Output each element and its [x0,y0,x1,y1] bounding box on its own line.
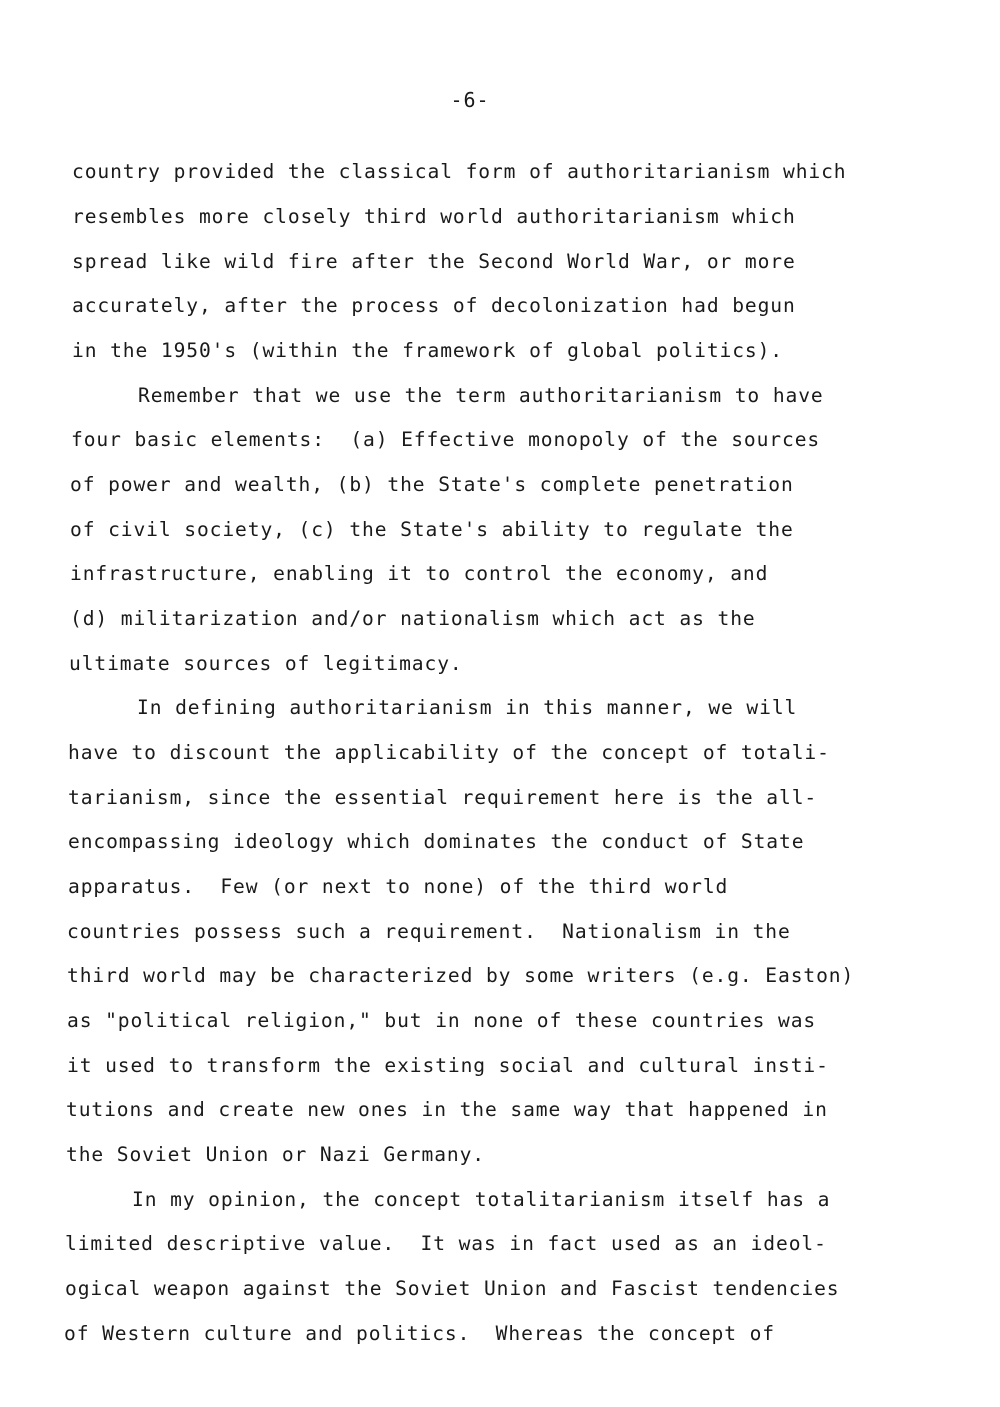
paragraph-first-line: In defining authoritarianism in this manner, we will [137,696,798,719]
text-line: tarianism, since the essential requirement here is the all- [68,786,818,809]
text-line: infrastructure, enabling it to control the economy, and [70,562,769,585]
text-line: resembles more closely third world authoritarianism which [72,205,796,228]
text-line: apparatus. Few (or next to none) of the third world [68,875,729,898]
text-line: have to discount the applicability of the concept of totali- [68,741,830,764]
text-line: spread like wild fire after the Second World War, or more [72,250,796,273]
text-line: countries possess such a requirement. Nationalism in the [67,920,791,943]
text-line: as "political religion," but in none of these countries was [67,1009,817,1032]
text-line: ultimate sources of legitimacy. [69,652,463,675]
page-number: -6- [450,88,490,112]
text-line: ogical weapon against the Soviet Union and Fascist tendencies [65,1277,840,1300]
text-line: country provided the classical form of authoritarianism which [72,160,847,183]
text-line: (d) militarization and/or nationalism which act as the [70,607,756,630]
text-line: accurately, after the process of decolonization had begun [72,294,796,317]
text-line: the Soviet Union or Nazi Germany. [66,1143,485,1166]
text-line: third world may be characterized by some writers (e.g. Easton) [67,964,855,987]
text-line: four basic elements: (a) Effective monopoly of the sources [71,428,821,451]
text-line: of Western culture and politics. Whereas the concept of [64,1322,775,1345]
text-line: tutions and create new ones in the same way that happened in [66,1098,828,1121]
paragraph-first-line: Remember that we use the term authoritarianism to have [138,384,824,407]
text-line: in the 1950's (within the framework of global politics). [72,339,783,362]
text-line: of power and wealth, (b) the State's complete penetration [70,473,794,496]
text-line: limited descriptive value. It was in fact used as an ideol- [65,1232,827,1255]
text-line: of civil society, (c) the State's ability to regulate the [70,518,794,541]
text-line: it used to transform the existing social and cultural insti- [67,1054,829,1077]
paragraph-first-line: In my opinion, the concept totalitarianism itself has a [132,1188,831,1211]
text-line: encompassing ideology which dominates the conduct of State [68,830,805,853]
